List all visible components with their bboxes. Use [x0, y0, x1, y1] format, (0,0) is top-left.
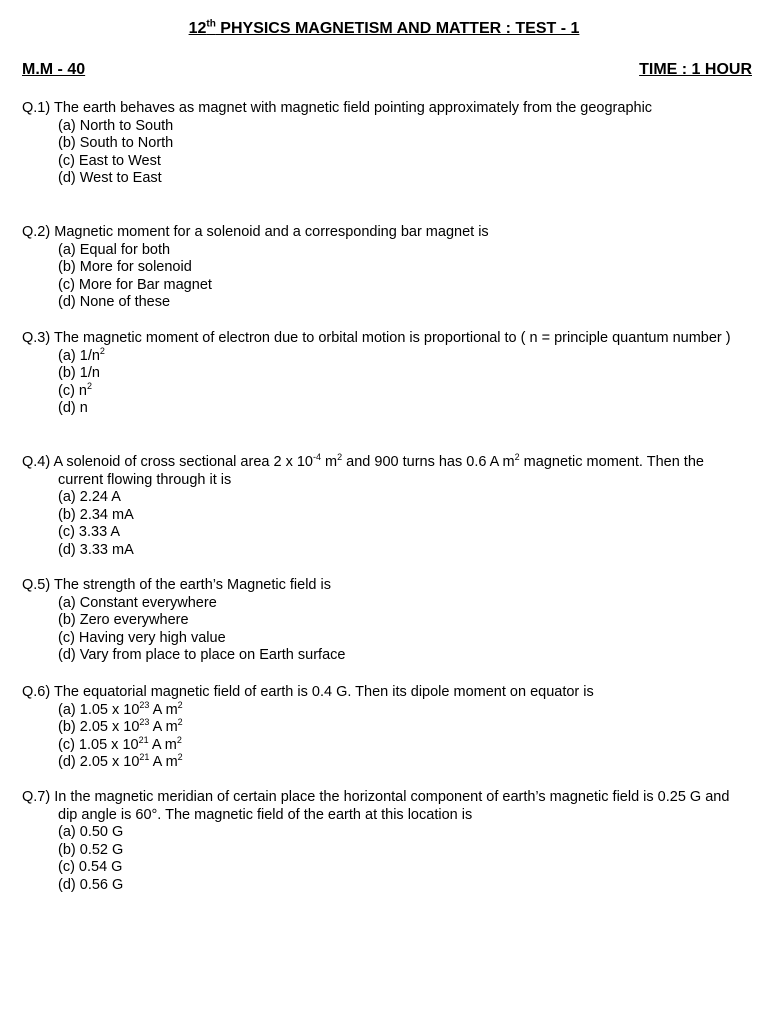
question-text: m: [321, 454, 338, 470]
max-marks: M.M - 40: [22, 61, 86, 78]
option-b: (b) 0.52 G: [58, 841, 124, 858]
option-d: (d) 3.33 mA: [58, 541, 134, 558]
question-text: The strength of the earth’s Magnetic field is: [53, 577, 331, 593]
question-stem: [22, 789, 742, 824]
exponent: 2: [514, 452, 520, 463]
question-4: [22, 454, 742, 560]
exponent: 21: [139, 752, 150, 763]
question-1: [22, 100, 742, 188]
question-label: Q.5): [22, 577, 51, 593]
question-2: [22, 224, 742, 312]
question-text: Magnetic moment for a solenoid and a corresponding bar magnet is: [54, 224, 489, 240]
question-stem: [22, 224, 742, 242]
option-d: (d) n: [58, 400, 88, 417]
option-b: [22, 719, 742, 737]
option-b: (b) Zero everywhere: [58, 612, 189, 629]
question-label: Q.3): [22, 330, 51, 346]
option-c: (c) East to West: [58, 152, 161, 169]
option-a: (a) 2.24 A: [58, 489, 121, 506]
question-3: [22, 330, 742, 418]
title-text: PHYSICS MAGNETISM AND MATTER : TEST - 1: [215, 20, 580, 37]
question-label: Q.7): [22, 789, 51, 805]
option-c: (c) More for Bar magnet: [58, 276, 212, 293]
option-c: [22, 380, 742, 401]
question-label: Q.4): [22, 454, 51, 470]
option-text: (d) 2.05 x 10: [58, 754, 140, 771]
unit: A m: [149, 701, 178, 718]
exponent: -4: [312, 452, 321, 463]
question-text: The earth behaves as magnet with magnetic field pointing approximately from the geographic: [53, 100, 653, 116]
unit-superscript: 2: [176, 734, 182, 745]
option-b: (b) 1/n: [58, 365, 100, 382]
question-5: [22, 577, 742, 665]
option-b: (b) More for solenoid: [58, 259, 192, 276]
option-b: (b) South to North: [58, 135, 174, 152]
option-a: (a) Equal for both: [58, 241, 171, 258]
option-text: (a) 1/n: [58, 347, 100, 364]
option-d: (d) Vary from place to place on Earth surface: [58, 647, 346, 664]
unit: A m: [149, 754, 178, 771]
question-stem: [22, 684, 742, 702]
option-d: [22, 754, 742, 772]
option-c: (c) 3.33 A: [58, 524, 121, 541]
unit: A m: [148, 736, 177, 753]
question-7: [22, 789, 742, 895]
question-text: In the magnetic meridian of certain place the horizontal component of earth’s magnetic field is 0.25 G and dip angle is 60°. The magnetic field of the earth at this location is: [54, 789, 730, 823]
question-stem: [22, 454, 742, 489]
question-stem: [22, 577, 742, 595]
option-c: [22, 734, 742, 755]
unit: A m: [149, 719, 178, 736]
exponent: 23: [139, 699, 150, 710]
question-stem: [22, 100, 742, 118]
question-text: A solenoid of cross sectional area 2 x 10: [53, 454, 313, 470]
option-d: (d) None of these: [58, 294, 171, 311]
option-text: (c) n: [58, 382, 87, 399]
option-c: (c) 0.54 G: [58, 859, 123, 876]
title-superscript: th: [206, 18, 216, 30]
exponent: 21: [138, 734, 149, 745]
option-a: [22, 699, 742, 720]
option-a: [22, 345, 742, 366]
paper-title: [0, 20, 768, 38]
option-a: (a) 0.50 G: [58, 824, 124, 841]
option-text: (b) 2.05 x 10: [58, 719, 140, 736]
question-6: [22, 684, 742, 772]
option-a: (a) Constant everywhere: [58, 594, 217, 611]
option-superscript: 2: [87, 380, 93, 391]
title-number: 12: [188, 20, 207, 37]
option-d: (d) West to East: [58, 170, 162, 187]
exponent: 23: [139, 717, 150, 728]
question-label: Q.1): [22, 100, 51, 116]
option-text: (a) 1.05 x 10: [58, 701, 140, 718]
unit-superscript: 2: [177, 752, 183, 763]
question-text: and 900 turns has 0.6 A m: [342, 454, 515, 470]
question-text: The magnetic moment of electron due to orbital motion is proportional to ( n = principle quantum number ): [53, 330, 731, 346]
time-limit: TIME : 1 HOUR: [639, 61, 752, 78]
question-text: magnetic moment. Then the current flowing through it is: [58, 454, 704, 488]
option-c: (c) Having very high value: [58, 629, 226, 646]
question-text: The equatorial magnetic field of earth is 0.4 G. Then its dipole moment on equator is: [53, 684, 594, 700]
option-text: (c) 1.05 x 10: [58, 736, 139, 753]
unit-superscript: 2: [177, 699, 183, 710]
option-d: (d) 0.56 G: [58, 876, 124, 893]
option-b: (b) 2.34 mA: [58, 506, 134, 523]
option-superscript: 2: [99, 345, 105, 356]
question-stem: [22, 330, 742, 348]
exponent: 2: [337, 452, 343, 463]
question-label: Q.2): [22, 224, 51, 240]
option-a: (a) North to South: [58, 117, 174, 134]
unit-superscript: 2: [177, 717, 183, 728]
question-label: Q.6): [22, 684, 51, 700]
